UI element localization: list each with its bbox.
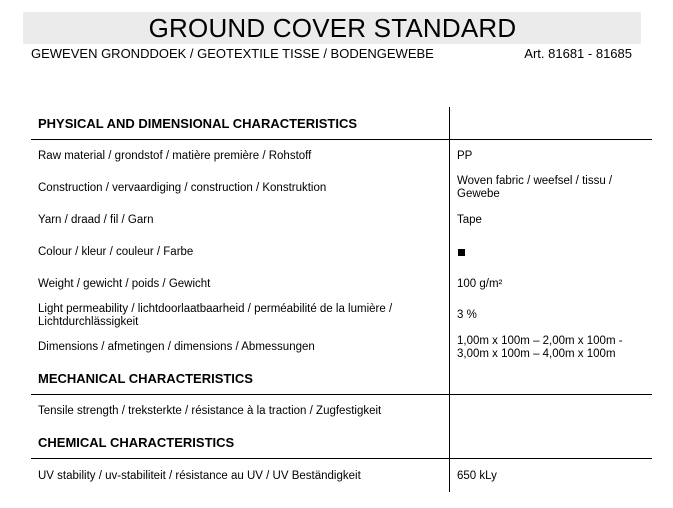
section-physical-rule [31, 139, 652, 140]
document-title: GROUND COVER STANDARD [148, 13, 517, 43]
light-permeability-label: Light permeability / lichtdoorlaatbaarheid / perméabilité de la lumière / Lichtdurchlässigkeit [38, 303, 393, 328]
colour-swatch [458, 249, 465, 256]
section-mechanical-heading: MECHANICAL CHARACTERISTICS [38, 371, 253, 386]
weight-label: Weight / gewicht / poids / Gewicht [38, 278, 211, 290]
section-mechanical-rule [31, 394, 652, 395]
construction-value: Woven fabric / weefsel / tissu / Gewebe [457, 175, 613, 200]
tensile-strength-label: Tensile strength / treksterkte / résistance à la traction / Zugfestigkeit [38, 405, 382, 417]
section-chemical-heading: CHEMICAL CHARACTERISTICS [38, 435, 235, 450]
uv-stability-label: UV stability / uv-stabiliteit / résistance au UV / UV Beständigkeit [38, 470, 361, 482]
article-number: Art. 81681 - 81685 [524, 46, 632, 61]
section-chemical-rule [31, 458, 652, 459]
yarn-value: Tape [457, 214, 482, 226]
document-subtitle: GEWEVEN GRONDDOEK / GEOTEXTILE TISSE / BODENGEWEBE [31, 46, 434, 61]
colour-label: Colour / kleur / couleur / Farbe [38, 246, 194, 258]
column-divider [449, 107, 450, 492]
dimensions-label: Dimensions / afmetingen / dimensions / Abmessungen [38, 341, 315, 353]
raw-material-value: PP [457, 150, 473, 162]
construction-label: Construction / vervaardiging / construction / Konstruktion [38, 182, 327, 194]
dimensions-value: 1,00m x 100m – 2,00m x 100m - 3,00m x 100m – 4,00m x 100m [457, 335, 623, 360]
section-physical-heading: PHYSICAL AND DIMENSIONAL CHARACTERISTICS [38, 116, 358, 131]
weight-value: 100 g/m² [457, 278, 503, 290]
yarn-label: Yarn / draad / fil / Garn [38, 214, 154, 226]
raw-material-label: Raw material / grondstof / matière première / Rohstoff [38, 150, 312, 162]
uv-stability-value: 650 kLy [457, 470, 497, 482]
light-permeability-value: 3 % [457, 309, 477, 321]
